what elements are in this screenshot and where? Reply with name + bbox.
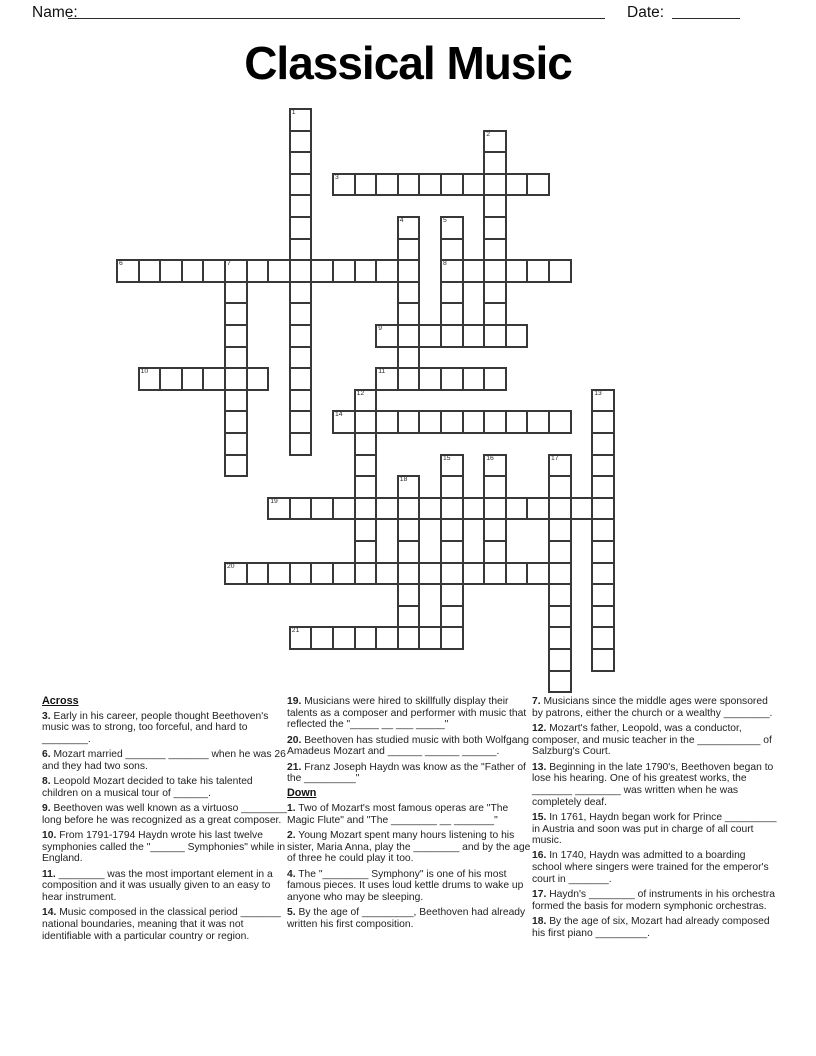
clue-number: 15.: [532, 811, 547, 823]
grid-cell[interactable]: [224, 281, 248, 305]
grid-cell[interactable]: [548, 540, 572, 564]
grid-cell[interactable]: [246, 562, 270, 586]
clue-number: 14.: [42, 907, 57, 919]
grid-cell[interactable]: [505, 562, 529, 586]
grid-cell[interactable]: [591, 410, 615, 434]
grid-cell[interactable]: [397, 346, 421, 370]
cell-number: 6: [119, 260, 123, 268]
grid-cell[interactable]: [483, 173, 507, 197]
grid-cell[interactable]: [289, 346, 313, 370]
grid-cell[interactable]: [440, 562, 464, 586]
clue-down-15: 15. In 1761, Haydn began work for Prince _________ in Austria and soon was put in charge of all court music.: [532, 811, 777, 847]
grid-cell[interactable]: [289, 151, 313, 175]
grid-cell[interactable]: [440, 475, 464, 499]
grid-cell[interactable]: [116, 259, 140, 283]
grid-cell[interactable]: [440, 302, 464, 326]
grid-cell[interactable]: [332, 626, 356, 650]
clue-across-9: 9. Beethoven was well known as a virtuoso ________ long before he was recognized as a great composer.: [42, 803, 287, 826]
grid-cell[interactable]: [440, 324, 464, 348]
grid-cell[interactable]: [289, 108, 313, 132]
grid-cell[interactable]: [332, 173, 356, 197]
grid-cell[interactable]: [440, 605, 464, 629]
clue-number: 1.: [287, 803, 296, 815]
cell-number: 17: [551, 454, 559, 462]
grid-cell[interactable]: [591, 497, 615, 521]
grid-cell[interactable]: [548, 605, 572, 629]
down-heading: Down: [287, 787, 317, 800]
cell-number: 14: [335, 411, 343, 419]
grid-cell[interactable]: [483, 475, 507, 499]
grid-cell[interactable]: [289, 367, 313, 391]
grid-cell[interactable]: [375, 324, 399, 348]
grid-cell[interactable]: [354, 562, 378, 586]
grid-cell[interactable]: [462, 497, 486, 521]
grid-cell[interactable]: [289, 324, 313, 348]
grid-cell[interactable]: [397, 475, 421, 499]
grid-cell[interactable]: [289, 281, 313, 305]
clue-across-11: 11. ________ was the most important element in a composition and it was usually given to an easy to hear instrument.: [42, 868, 273, 904]
grid-cell[interactable]: [354, 259, 378, 283]
grid-cell[interactable]: [591, 562, 615, 586]
grid-cell[interactable]: [310, 626, 334, 650]
grid-cell[interactable]: [246, 367, 270, 391]
grid-cell[interactable]: [440, 216, 464, 240]
grid-cell[interactable]: [289, 194, 313, 218]
grid-cell[interactable]: [397, 173, 421, 197]
grid-cell[interactable]: [397, 540, 421, 564]
crossword-grid: [116, 108, 616, 694]
clue-column-3: [532, 696, 778, 943]
grid-cell[interactable]: [138, 367, 162, 391]
grid-cell[interactable]: [483, 324, 507, 348]
grid-cell[interactable]: [267, 259, 291, 283]
grid-cell[interactable]: [224, 259, 248, 283]
grid-cell[interactable]: [289, 173, 313, 197]
cell-number: 21: [291, 627, 300, 635]
grid-cell[interactable]: [548, 518, 572, 542]
cell-number: 2: [486, 130, 490, 138]
grid-cell[interactable]: [440, 173, 464, 197]
grid-cell[interactable]: [289, 389, 313, 413]
grid-cell[interactable]: [267, 562, 291, 586]
grid-cell[interactable]: [332, 562, 356, 586]
grid-cell[interactable]: [591, 605, 615, 629]
grid-cell[interactable]: [418, 367, 442, 391]
grid-cell[interactable]: [440, 518, 464, 542]
across-heading: Across: [42, 695, 79, 707]
grid-cell[interactable]: [591, 454, 615, 478]
cell-number: 8: [443, 260, 447, 268]
grid-cell[interactable]: [397, 367, 421, 391]
grid-cell[interactable]: [505, 497, 529, 521]
grid-cell[interactable]: [310, 562, 334, 586]
grid-cell[interactable]: [483, 130, 507, 154]
grid-cell[interactable]: [354, 454, 378, 478]
clue-number: 18.: [532, 915, 547, 927]
clue-number: 7.: [532, 696, 541, 707]
grid-cell[interactable]: [483, 497, 507, 521]
cell-number: 16: [486, 454, 494, 462]
grid-cell[interactable]: [526, 173, 550, 197]
grid-cell[interactable]: [418, 324, 442, 348]
clue-column-1: [42, 696, 288, 946]
grid-cell[interactable]: [440, 497, 464, 521]
date-blank-line[interactable]: [672, 2, 740, 19]
clue-across-6: 6. Mozart married _______ _______ when he was 26 and they had two sons.: [42, 749, 286, 773]
cell-number: 18: [399, 476, 408, 484]
grid-cell[interactable]: [397, 583, 421, 607]
grid-cell[interactable]: [462, 410, 486, 434]
clue-number: 16.: [532, 850, 547, 862]
clue-across-21: 21. Franz Joseph Haydn was know as the "Father of the _________": [287, 761, 526, 785]
grid-cell[interactable]: [483, 259, 507, 283]
grid-cell[interactable]: [397, 518, 421, 542]
grid-cell[interactable]: [548, 670, 572, 694]
grid-cell[interactable]: [526, 259, 550, 283]
clue-number: 12.: [532, 722, 547, 734]
grid-cell[interactable]: [591, 432, 615, 456]
grid-cell[interactable]: [397, 626, 421, 650]
grid-cell[interactable]: [526, 497, 550, 521]
cell-number: 1: [291, 109, 296, 116]
cell-number: 15: [443, 454, 451, 462]
grid-cell[interactable]: [591, 648, 615, 672]
grid-cell[interactable]: [483, 281, 507, 305]
grid-cell[interactable]: [505, 259, 529, 283]
grid-cell[interactable]: [202, 259, 226, 283]
grid-cell[interactable]: [289, 497, 313, 521]
grid-cell[interactable]: [548, 583, 572, 607]
grid-cell[interactable]: [462, 367, 486, 391]
grid-cell[interactable]: [224, 346, 248, 370]
grid-cell[interactable]: [332, 497, 356, 521]
grid-cell[interactable]: [591, 475, 615, 499]
clue-number: 21.: [287, 761, 302, 773]
grid-cell[interactable]: [591, 583, 615, 607]
grid-cell[interactable]: [354, 410, 378, 434]
grid-cell[interactable]: [375, 173, 399, 197]
grid-cell[interactable]: [440, 454, 464, 478]
grid-cell[interactable]: [375, 626, 399, 650]
grid-cell[interactable]: [202, 367, 226, 391]
clue-number: 17.: [532, 889, 547, 901]
cell-number: 9: [378, 325, 382, 332]
grid-cell[interactable]: [181, 367, 205, 391]
grid-cell[interactable]: [418, 410, 442, 434]
grid-cell[interactable]: [440, 410, 464, 434]
clue-down-5: 5. By the age of _________, Beethoven had already written his first composition.: [287, 907, 526, 930]
grid-cell[interactable]: [548, 410, 572, 434]
grid-cell[interactable]: [483, 540, 507, 564]
grid-cell[interactable]: [397, 238, 421, 262]
grid-cell[interactable]: [332, 410, 356, 434]
grid-cell[interactable]: [289, 410, 313, 434]
cell-number: 20: [227, 562, 235, 570]
clue-across-3: 3. Early in his career, people thought Beethoven's music was to strong, too forceful, and hard to ________.: [42, 710, 269, 746]
grid-cell[interactable]: [397, 259, 421, 283]
grid-cell[interactable]: [310, 259, 334, 283]
grid-cell[interactable]: [440, 259, 464, 283]
grid-cell[interactable]: [159, 259, 183, 283]
grid-cell[interactable]: [289, 626, 313, 650]
grid-cell[interactable]: [375, 410, 399, 434]
grid-cell[interactable]: [397, 281, 421, 305]
grid-cell[interactable]: [354, 518, 378, 542]
clue-down-16: 16. In 1740, Haydn was admitted to a boarding school where singers were trained for the emperor's court in _______.: [532, 850, 769, 885]
grid-cell[interactable]: [397, 216, 421, 240]
clue-down-12: 12. Mozart's father, Leopold, was a conductor, composer, and music teacher in the ___________ of Salzburg's Court.: [532, 722, 772, 758]
date-label: Date:: [627, 4, 665, 21]
grid-cell[interactable]: [483, 410, 507, 434]
grid-cell[interactable]: [289, 302, 313, 326]
grid-cell[interactable]: [289, 432, 313, 456]
clue-across-20: 20. Beethoven has studied music with both Wolfgang Amadeus Mozart and ______ ______ ______.: [287, 734, 529, 758]
grid-cell[interactable]: [375, 367, 399, 391]
grid-cell[interactable]: [548, 562, 572, 586]
grid-cell[interactable]: [159, 367, 183, 391]
grid-cell[interactable]: [354, 432, 378, 456]
cell-number: 12: [356, 389, 365, 397]
grid-cell[interactable]: [483, 194, 507, 218]
cell-number: 3: [335, 173, 339, 181]
clue-number: 4.: [287, 868, 296, 880]
grid-cell[interactable]: [375, 259, 399, 283]
grid-cell[interactable]: [354, 389, 378, 413]
clue-number: 9.: [42, 803, 51, 815]
clue-across-19: 19. Musicians were hired to skillfully display their talents as a composer and performer with music that reflected the "_____ __ ___ _____": [287, 696, 527, 731]
grid-cell[interactable]: [440, 238, 464, 262]
clue-number: 5.: [287, 907, 296, 919]
grid-cell[interactable]: [289, 238, 313, 262]
grid-cell[interactable]: [418, 626, 442, 650]
grid-cell[interactable]: [548, 626, 572, 650]
grid-cell[interactable]: [462, 173, 486, 197]
grid-cell[interactable]: [289, 216, 313, 240]
grid-cell[interactable]: [483, 562, 507, 586]
grid-cell[interactable]: [224, 324, 248, 348]
grid-cell[interactable]: [267, 497, 291, 521]
grid-cell[interactable]: [462, 324, 486, 348]
grid-cell[interactable]: [289, 562, 313, 586]
grid-cell[interactable]: [483, 367, 507, 391]
clue-down-13: 13. Beginning in the late 1790's, Beethoven began to lose his hearing. One of his greatest works, the _______ ________ was written when he was completely deaf.: [532, 761, 774, 808]
clue-down-17: 17. Haydn's ________ of instruments in his orchestra formed the basis for modern symphonic orchestras.: [532, 889, 775, 912]
grid-cell[interactable]: [548, 648, 572, 672]
grid-cell[interactable]: [548, 475, 572, 499]
grid-cell[interactable]: [354, 173, 378, 197]
grid-cell[interactable]: [570, 497, 594, 521]
grid-cell[interactable]: [375, 562, 399, 586]
grid-cell[interactable]: [505, 173, 529, 197]
grid-cell[interactable]: [397, 497, 421, 521]
cell-number: 4: [399, 217, 404, 224]
clue-number: 3.: [42, 710, 51, 722]
grid-cell[interactable]: [181, 259, 205, 283]
grid-cell[interactable]: [526, 562, 550, 586]
cell-number: 11: [378, 368, 386, 376]
grid-cell[interactable]: [440, 367, 464, 391]
grid-cell[interactable]: [548, 497, 572, 521]
grid-cell[interactable]: [397, 410, 421, 434]
grid-cell[interactable]: [418, 562, 442, 586]
grid-cell[interactable]: [246, 259, 270, 283]
grid-cell[interactable]: [505, 324, 529, 348]
grid-cell[interactable]: [224, 454, 248, 478]
grid-cell[interactable]: [483, 454, 507, 478]
clue-column-2: [287, 696, 533, 934]
grid-cell[interactable]: [354, 626, 378, 650]
grid-cell[interactable]: [138, 259, 162, 283]
grid-cell[interactable]: [483, 238, 507, 262]
grid-cell[interactable]: [224, 389, 248, 413]
grid-cell[interactable]: [224, 432, 248, 456]
grid-cell[interactable]: [418, 497, 442, 521]
grid-cell[interactable]: [354, 540, 378, 564]
grid-cell[interactable]: [397, 562, 421, 586]
clue-number: 20.: [287, 734, 302, 746]
grid-cell[interactable]: [483, 518, 507, 542]
clue-number: 2.: [287, 830, 296, 842]
grid-cell[interactable]: [591, 389, 615, 413]
grid-cell[interactable]: [483, 151, 507, 175]
cell-number: 7: [227, 260, 231, 268]
grid-cell[interactable]: [397, 302, 421, 326]
grid-cell[interactable]: [526, 410, 550, 434]
grid-cell[interactable]: [289, 259, 313, 283]
cell-number: 5: [443, 217, 447, 224]
grid-cell[interactable]: [440, 540, 464, 564]
grid-cell[interactable]: [310, 497, 334, 521]
clue-down-18: 18. By the age of six, Mozart had already composed his first piano _________.: [532, 915, 770, 939]
grid-cell[interactable]: [375, 497, 399, 521]
clue-number: 13.: [532, 761, 547, 773]
cell-number: 19: [270, 497, 278, 505]
grid-cell[interactable]: [548, 454, 572, 478]
grid-cell[interactable]: [224, 410, 248, 434]
grid-cell[interactable]: [591, 540, 615, 564]
clue-across-8: 8. Leopold Mozart decided to take his talented children on a musical tour of ______.: [42, 776, 253, 799]
grid-cell[interactable]: [397, 605, 421, 629]
clue-number: 11.: [42, 868, 56, 880]
grid-cell[interactable]: [397, 324, 421, 348]
clue-number: 10.: [42, 830, 57, 842]
clue-down-4: 4. The "________ Symphony" is one of his most famous pieces. It uses loud kettle drums to wake up anyone who may be sleeping.: [287, 868, 524, 904]
grid-cell[interactable]: [440, 281, 464, 305]
page-title: Classical Music: [244, 37, 572, 89]
grid-cell[interactable]: [224, 367, 248, 391]
grid-cell[interactable]: [332, 259, 356, 283]
clue-down-2: 2. Young Mozart spent many hours listening to his sister, Maria Anna, play the ________ and by the age of three he could play it too.: [287, 830, 531, 865]
grid-cell[interactable]: [548, 259, 572, 283]
grid-cell[interactable]: [224, 302, 248, 326]
cell-number: 13: [594, 389, 602, 397]
clue-across-10: 10. From 1791-1794 Haydn wrote his last twelve symphonies called the "______ Symphonies" while in England.: [42, 830, 286, 865]
grid-cell[interactable]: [354, 475, 378, 499]
clue-number: 6.: [42, 749, 51, 761]
grid-cell[interactable]: [483, 216, 507, 240]
grid-cell[interactable]: [591, 518, 615, 542]
clue-down-1: 1. Two of Mozart's most famous operas are "The Magic Flute" and "The ________ __ _______": [287, 803, 509, 826]
cell-number: 10: [140, 368, 149, 376]
grid-cell[interactable]: [289, 130, 313, 154]
grid-cell[interactable]: [354, 497, 378, 521]
clue-down-7: 7. Musicians since the middle ages were sponsored by patrons, either the church or a wealthy ________.: [532, 696, 773, 719]
name-blank-line[interactable]: [68, 2, 605, 19]
grid-cell[interactable]: [440, 583, 464, 607]
grid-cell[interactable]: [462, 562, 486, 586]
grid-cell[interactable]: [418, 173, 442, 197]
grid-cell[interactable]: [440, 626, 464, 650]
grid-cell[interactable]: [462, 259, 486, 283]
grid-cell[interactable]: [505, 410, 529, 434]
grid-cell[interactable]: [224, 562, 248, 586]
clue-across-14: 14. Music composed in the classical period _______ national boundaries, meaning that it was not identifiable with a particular country or region.: [42, 907, 281, 942]
clue-number: 19.: [287, 696, 302, 707]
name-label: Name:: [32, 4, 78, 21]
clue-number: 8.: [42, 776, 51, 788]
grid-cell[interactable]: [483, 302, 507, 326]
grid-cell[interactable]: [591, 626, 615, 650]
